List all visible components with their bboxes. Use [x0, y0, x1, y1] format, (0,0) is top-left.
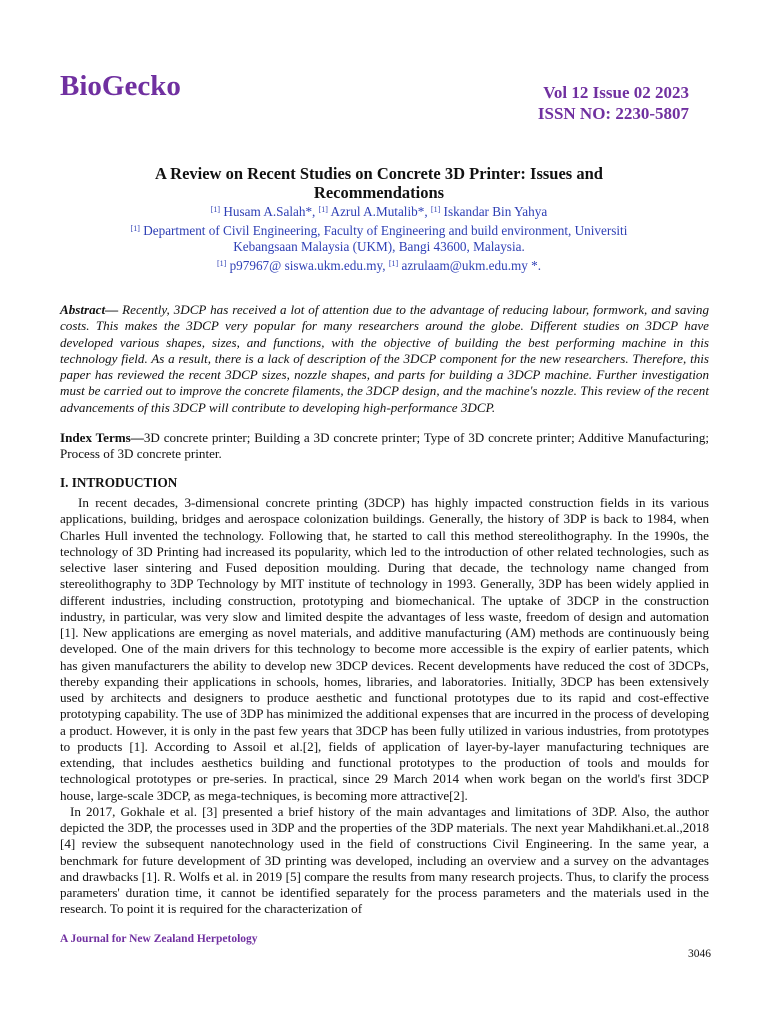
journal-footer: A Journal for New Zealand Herpetology [60, 933, 258, 945]
paragraph: In recent decades, 3-dimensional concrete printing (3DCP) has highly impacted construction fields in its various applications, building, bridges and aerospace colonization buildings. Generally, the history of 3DP is back to 1984, when Charles Hull invented the technology. Following that, he started to call this method stereolithography. In the 1990s, the technology of 3D Printing had increased its popularity, which led to the introduction of other related technologies, such as selective laser sintering and Fused deposition moulding. During that decade, the technology name changed from stereolithography to 3DP Technology by MIT institute of technology in 1993. Generally, 3DP has been widely applied in different industries, including construction, prototyping and biomechanical. The uptake of 3DCP in the construction industry, in particular, was very slow and limited despite the advantages of less waste, freedom of design and automation [1]. New applications are emerging as novel materials, and additive manufacturing (AM) methods are continuously being developed. One of the main drivers for this technology to become more accessible is the expiry of earlier patents, which has given manufacturers the ability to develop new 3DCP devices. Recent developments have reduced the cost of 3DCPs, thereby expanding their applications in schools, homes, libraries, and laboratories. Initially, 3DCP has been extensively used by architects and designers to produce aesthetic and functional prototypes due to its rapid and cost-effective prototyping capability. The use of 3DP has minimized the additional expenses that are incurred in the process of developing a product. However, it is only in the past few years that 3DCP has been fully utilized in various industries, from prototypes to products [1]. According to Assoil et al.[2], fields of application of layer-by-layer manufacturing techniques are extending, that includes aesthetics building and functional prototypes to the production of tools and moulds for technological prototypes or pre-series. In practical, since 29 March 2014 when work began on the world's first 3DCP house, large-scale 3DCP, as mega-techniques, is becoming more attractive[2]. [60, 495, 709, 803]
affiliation-marker: [1] [318, 205, 328, 214]
affiliation-marker: [1] [388, 258, 399, 268]
paragraph: In 2017, Gokhale et al. [3] presented a brief history of the main advantages and limitations of 3DP. Also, the author depicted the 3DP, the processes used in 3DP and the properties of the 3DP materials. The next year Mahdikhani.et.al.,2018 [4] review the subsequent nanotechnology used in the field of constructions Civil Engineering. In the same year, a benchmark for future development of 3D printing was developed, including an overview and a survey on the advantages and drawbacks [1]. R. Wolfs et al. in 2019 [5] compare the results from many research projects. Thus, to clarify the process parameters' duration time, it cannot be identified separately for the process parameters and the materials used in the research. To point it is required for the characterization of [60, 803, 709, 917]
affiliation-marker: [1] [216, 258, 227, 268]
email: azrulaam@ukm.edu.my *. [401, 257, 542, 273]
journal-name: BioGecko [60, 70, 181, 102]
index-terms-text: 3D concrete printer; Building a 3D concrete printer; Type of 3D concrete printer; Additive Manufacturing; Process of 3D concrete printer. [60, 430, 709, 462]
abstract [60, 302, 709, 416]
paper-title: A Review on Recent Studies on Concrete 3D Printer: Issues and Recommendations [155, 164, 603, 202]
department: Department of Civil Engineering, Faculty of Engineering and build environment, Universiti [143, 222, 628, 238]
university: Kebangsaan Malaysia (UKM), Bangi 43600, Malaysia. [233, 239, 525, 254]
affiliation-marker: [1] [210, 205, 221, 214]
author-name: Iskandar Bin Yahya [443, 204, 548, 219]
section-heading: I. INTRODUCTION [60, 475, 178, 490]
author-line [90, 202, 668, 221]
abstract-text: Recently, 3DCP has received a lot of attention due to the advantage of reducing labour, formwork, and saving costs. This makes the 3DCP very popular for many researchers around the globe. Different studies on 3DCP have developed various shapes, sizes, and functions, with the objective of building the best performing machine in this technology field. As a result, there is a lack of description of the 3DCP component for the new researchers. Therefore, this paper has reviewed the recent 3DCP sizes, nozzle shapes, and parts for building a 3DCP machine. Further investigation must be carried out to improve the concrete filaments, the 3DCP design, and the machine's nozzle. This review of the recent advancements of this 3DCP will contribute to developing high-performance 3DCP. [60, 302, 709, 415]
abstract-label: Abstract— [60, 302, 119, 317]
email: p97967@ siswa.ukm.edu.my, [229, 257, 386, 273]
page-number: 3046 [688, 948, 711, 960]
department-line [90, 221, 668, 240]
email-line [90, 256, 668, 275]
issn: ISSN NO: 2230-5807 [537, 104, 689, 123]
affiliation-marker: [1] [130, 223, 140, 233]
index-terms-label: Index Terms— [60, 430, 144, 445]
author-name: Husam A.Salah*, [223, 204, 316, 219]
index-terms [60, 430, 709, 463]
authors-affiliation [90, 202, 668, 274]
volume-issue: Vol 12 Issue 02 2023 [543, 83, 689, 102]
affiliation-marker: [1] [430, 205, 441, 214]
introduction-body [60, 495, 709, 918]
author-name: Azrul A.Mutalib*, [330, 204, 428, 219]
issue-info [538, 82, 689, 124]
